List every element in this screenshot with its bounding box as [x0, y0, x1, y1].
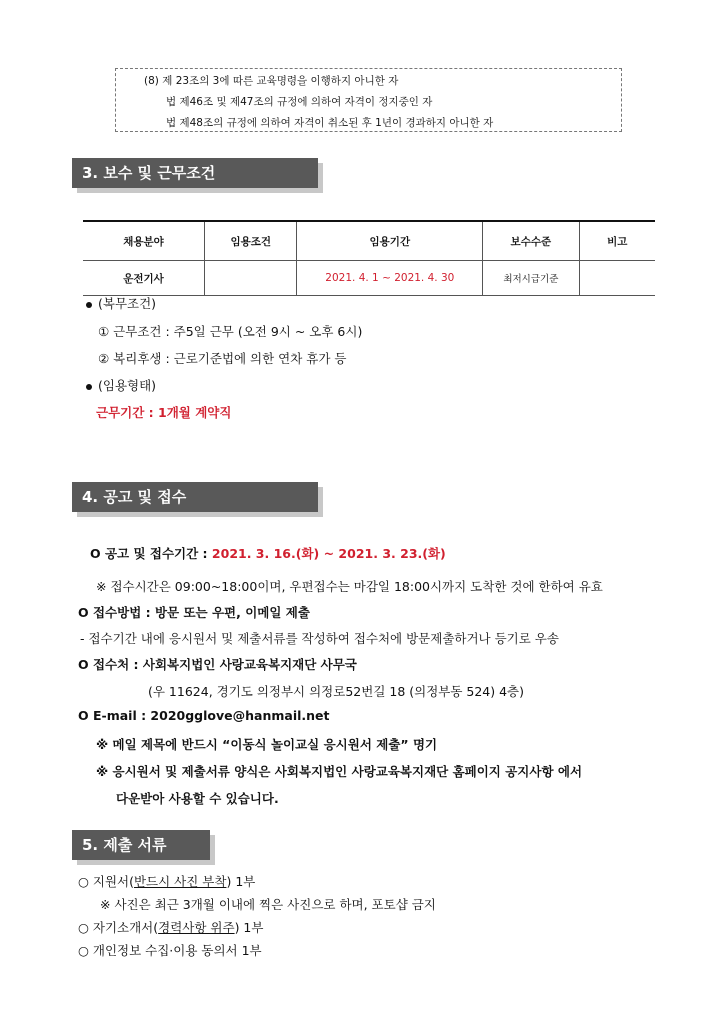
table-row	[83, 261, 655, 296]
table-header: 임용기간	[297, 221, 483, 261]
disqualify-line-2: 법 제46조 및 제47조의 규정에 의하여 자격이 정지중인 자	[166, 96, 433, 108]
employment-type-label	[86, 376, 156, 394]
employment-type-text: (임용형태)	[98, 378, 157, 393]
document-item-2	[78, 918, 263, 936]
document-item-1-suffix: ) 1부	[226, 874, 256, 889]
table-header: 보수수준	[483, 221, 579, 261]
application-place: O 접수처 : 사회복지법인 사랑교육복지재단 사무국	[78, 657, 357, 672]
application-method: O 접수방법 : 방문 또는 우편, 이메일 제출	[78, 605, 310, 620]
document-item-2-suffix: ) 1부	[234, 920, 264, 935]
email-subject-note: ※ 메일 제목에 반드시 “이동식 놀이교실 응시원서 제출” 명기	[96, 737, 438, 752]
application-period-value: 2021. 3. 16.(화) ~ 2021. 3. 23.(화)	[211, 546, 446, 561]
employment-period: 근무기간 : 1개월 계약직	[96, 405, 232, 420]
document-item-1-emphasis: 반드시 사진 부착	[133, 874, 227, 889]
table-cell: 최저시급기준	[483, 261, 579, 296]
document-item-1-prefix: ○ 지원서(	[78, 874, 134, 889]
table-header-row	[83, 221, 655, 261]
table-cell	[205, 261, 297, 296]
service-item-1: ① 근무조건 : 주5일 근무 (오전 9시 ~ 오후 6시)	[98, 324, 363, 339]
table-cell	[579, 261, 655, 296]
document-item-1	[78, 872, 255, 890]
table-header: 임용조건	[205, 221, 297, 261]
application-address: (우 11624, 경기도 의정부시 의정로52번길 18 (의정부동 524) 4층)	[148, 684, 525, 699]
document-item-3: ○ 개인정보 수집·이용 동의서 1부	[78, 943, 262, 958]
application-period	[90, 544, 446, 562]
document-item-2-emphasis: 경력사항 위주	[158, 920, 235, 935]
section-5-heading: 5. 제출 서류	[72, 830, 210, 860]
document-item-2-prefix: ○ 자기소개서(	[78, 920, 159, 935]
table-header: 비고	[579, 221, 655, 261]
service-conditions-text: (복무조건)	[98, 296, 157, 311]
application-period-label: O 공고 및 접수기간 :	[90, 546, 208, 561]
section-4-heading: 4. 공고 및 접수	[72, 482, 318, 512]
table-header: 채용분야	[83, 221, 205, 261]
disqualify-line-3: 법 제48조의 규정에 의하여 자격이 취소된 후 1년이 경과하지 아니한 자	[166, 117, 494, 129]
bullet-icon	[86, 302, 92, 308]
section-3-heading: 3. 보수 및 근무조건	[72, 158, 318, 188]
bullet-icon	[86, 384, 92, 390]
service-item-2: ② 복리후생 : 근로기준법에 의한 연차 휴가 등	[98, 351, 347, 366]
reception-time-note: ※ 접수시간은 09:00~18:00이며, 우편접수는 마감일 18:00시까지 도착한 것에 한하여 유효	[96, 579, 603, 594]
application-email: O E-mail : 2020gglove@hanmail.net	[78, 708, 330, 723]
pay-table	[83, 220, 655, 296]
table-cell-period: 2021. 4. 1 ~ 2021. 4. 30	[297, 261, 483, 296]
form-download-note-1: ※ 응시원서 및 제출서류 양식은 사회복지법인 사랑교육복지재단 홈페이지 공지사항 에서	[96, 764, 583, 779]
photo-note: ※ 사진은 최근 3개월 이내에 찍은 사진으로 하며, 포토샵 금지	[100, 897, 436, 912]
table-cell: 운전기사	[83, 261, 205, 296]
disqualification-box	[115, 68, 622, 132]
service-conditions-label	[86, 294, 156, 312]
form-download-note-2: 다운받아 사용할 수 있습니다.	[116, 791, 279, 806]
disqualify-line-1: (8) 제 23조의 3에 따른 교육명령을 이행하지 아니한 자	[144, 75, 399, 87]
application-method-note: - 접수기간 내에 응시원서 및 제출서류를 작성하여 접수처에 방문제출하거나 등기로 우송	[80, 631, 559, 646]
